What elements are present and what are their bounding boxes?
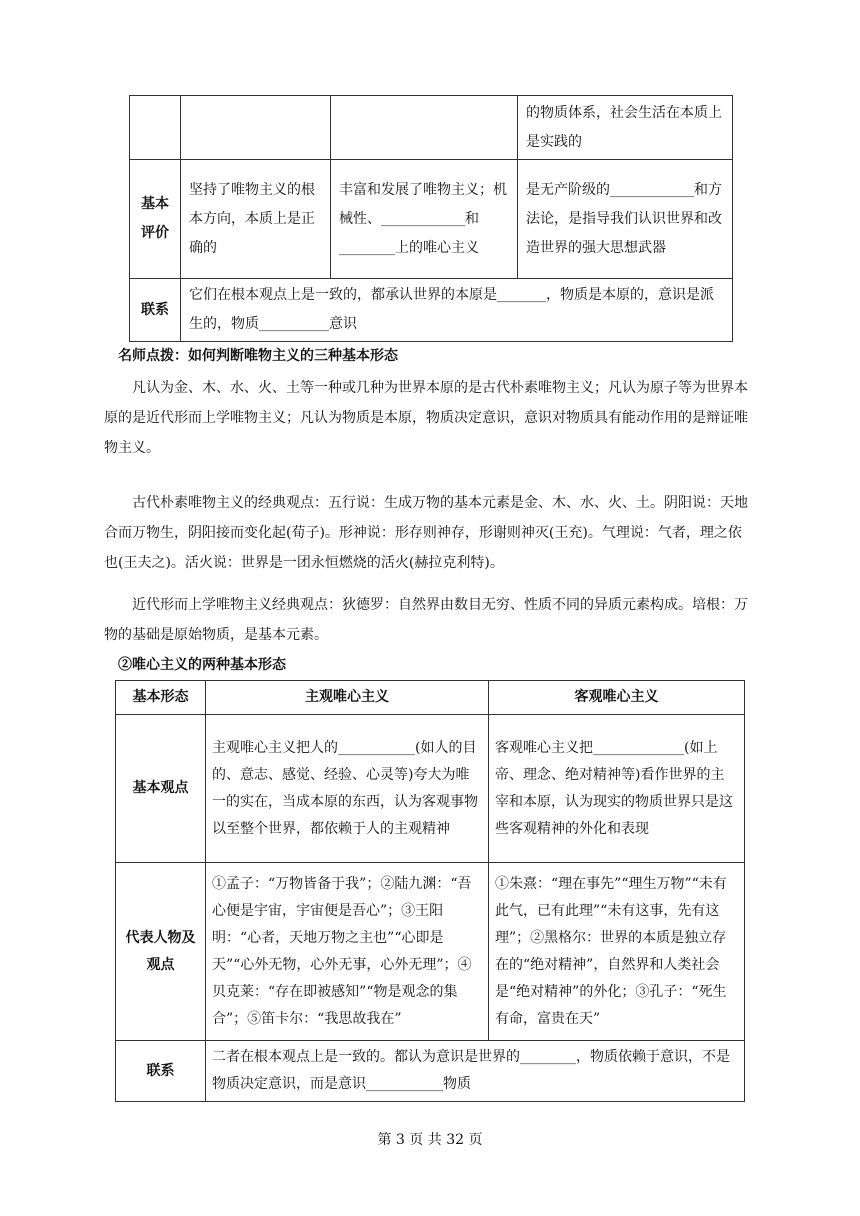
row-label-representatives: 代表人物及观点: [116, 863, 206, 1041]
table-cell: ①朱熹：“理在事先”“理生万物”“未有此气，已有此理”“未有这事，先有这理”；②黑格尔：世界的本质是独立存在的“绝对精神”，自然界和人类社会是“绝对精神”的外化；③孔子：“死生有命，富贵在天”: [489, 863, 745, 1041]
row-label-basic-view: 基本观点: [116, 715, 206, 863]
idealism-table: [115, 680, 745, 1102]
paragraph: 凡认为金、木、水、火、土等一种或几种为世界本原的是古代朴素唯物主义；凡认为原子等为世界本原的是近代形而上学唯物主义；凡认为物质是本原，物质决定意识，意识对物质具有能动作用的是辩证唯物主义。: [104, 380, 748, 456]
table-row: [130, 160, 733, 279]
table-cell: [130, 96, 181, 160]
paragraph: 近代形而上学唯物主义经典观点：狄德罗：自然界由数目无穷、性质不同的异质元素构成。培根：万物的基础是原始物质，是基本元素。: [104, 597, 748, 643]
table-cell: 它们在根本观点上是一致的，都承认世界的本原是_______，物质是本原的，意识是派生的，物质__________意识: [181, 279, 733, 342]
row-label-connection: 联系: [130, 279, 181, 342]
section-heading: ②唯心主义的两种基本形态: [118, 657, 286, 673]
column-header: 主观唯心主义: [206, 681, 489, 715]
table-cell: [181, 96, 331, 160]
table-cell: 客观唯心主义把_____________(如上帝、理念、绝对精神等)看作世界的主宰和本原，认为现实的物质世界只是这些客观精神的外化和表现: [489, 715, 745, 863]
table-row: [116, 863, 745, 1041]
table-cell: 是无产阶级的____________和方法论，是指导我们认识世界和改造世界的强大思想武器: [518, 160, 733, 279]
table-cell: [331, 96, 518, 160]
table-cell: 的物质体系，社会生活在本质上是实践的: [518, 96, 733, 160]
row-label-connection: 联系: [116, 1041, 206, 1102]
table-row: [116, 715, 745, 863]
row-label-basic-evaluation: 基本评价: [130, 160, 181, 279]
table-cell: ①孟子：“万物皆备于我”；②陆九渊：“吾心便是宇宙，宇宙便是吾心”；③王阳明：“心者，天地万物之主也”“心即是天”“心外无物，心外无事，心外无理”；④贝克莱：“存在即被感知”“物是观念的集合”；⑤笛卡尔：“我思故我在”: [206, 863, 489, 1041]
table-row: [116, 1041, 745, 1102]
table-cell: 主观唯心主义把人的___________(如人的目的、意志、感觉、经验、心灵等)夸大为唯一的实在，当成本原的东西，认为客观事物以至整个世界，都依赖于人的主观精神: [206, 715, 489, 863]
materialism-table: [129, 95, 733, 342]
tip-heading: 名师点拨：如何判断唯物主义的三种基本形态: [118, 348, 398, 364]
page-number: 第 3 页 共 32 页: [377, 1132, 483, 1148]
table-row: [130, 279, 733, 342]
table-cell: 二者在根本观点上是一致的。都认为意识是世界的________，物质依赖于意识，不是物质决定意识，而是意识___________物质: [206, 1041, 745, 1102]
table-header-row: [116, 681, 745, 715]
table-row: [130, 96, 733, 160]
paragraph: 古代朴素唯物主义的经典观点：五行说：生成万物的基本元素是金、木、水、火、土。阴阳说：天地合而万物生，阴阳接而变化起(荀子)。形神说：形存则神存，形谢则神灭(王充)。气理说：气者，理之依也(王夫之)。活火说：世界是一团永恒燃烧的活火(赫拉克利特)。: [104, 495, 748, 571]
table-cell: 丰富和发展了唯物主义；机械性、____________和________上的唯心主义: [331, 160, 518, 279]
column-header: 基本形态: [116, 681, 206, 715]
table-cell: 坚持了唯物主义的根本方向，本质上是正确的: [181, 160, 331, 279]
column-header: 客观唯心主义: [489, 681, 745, 715]
